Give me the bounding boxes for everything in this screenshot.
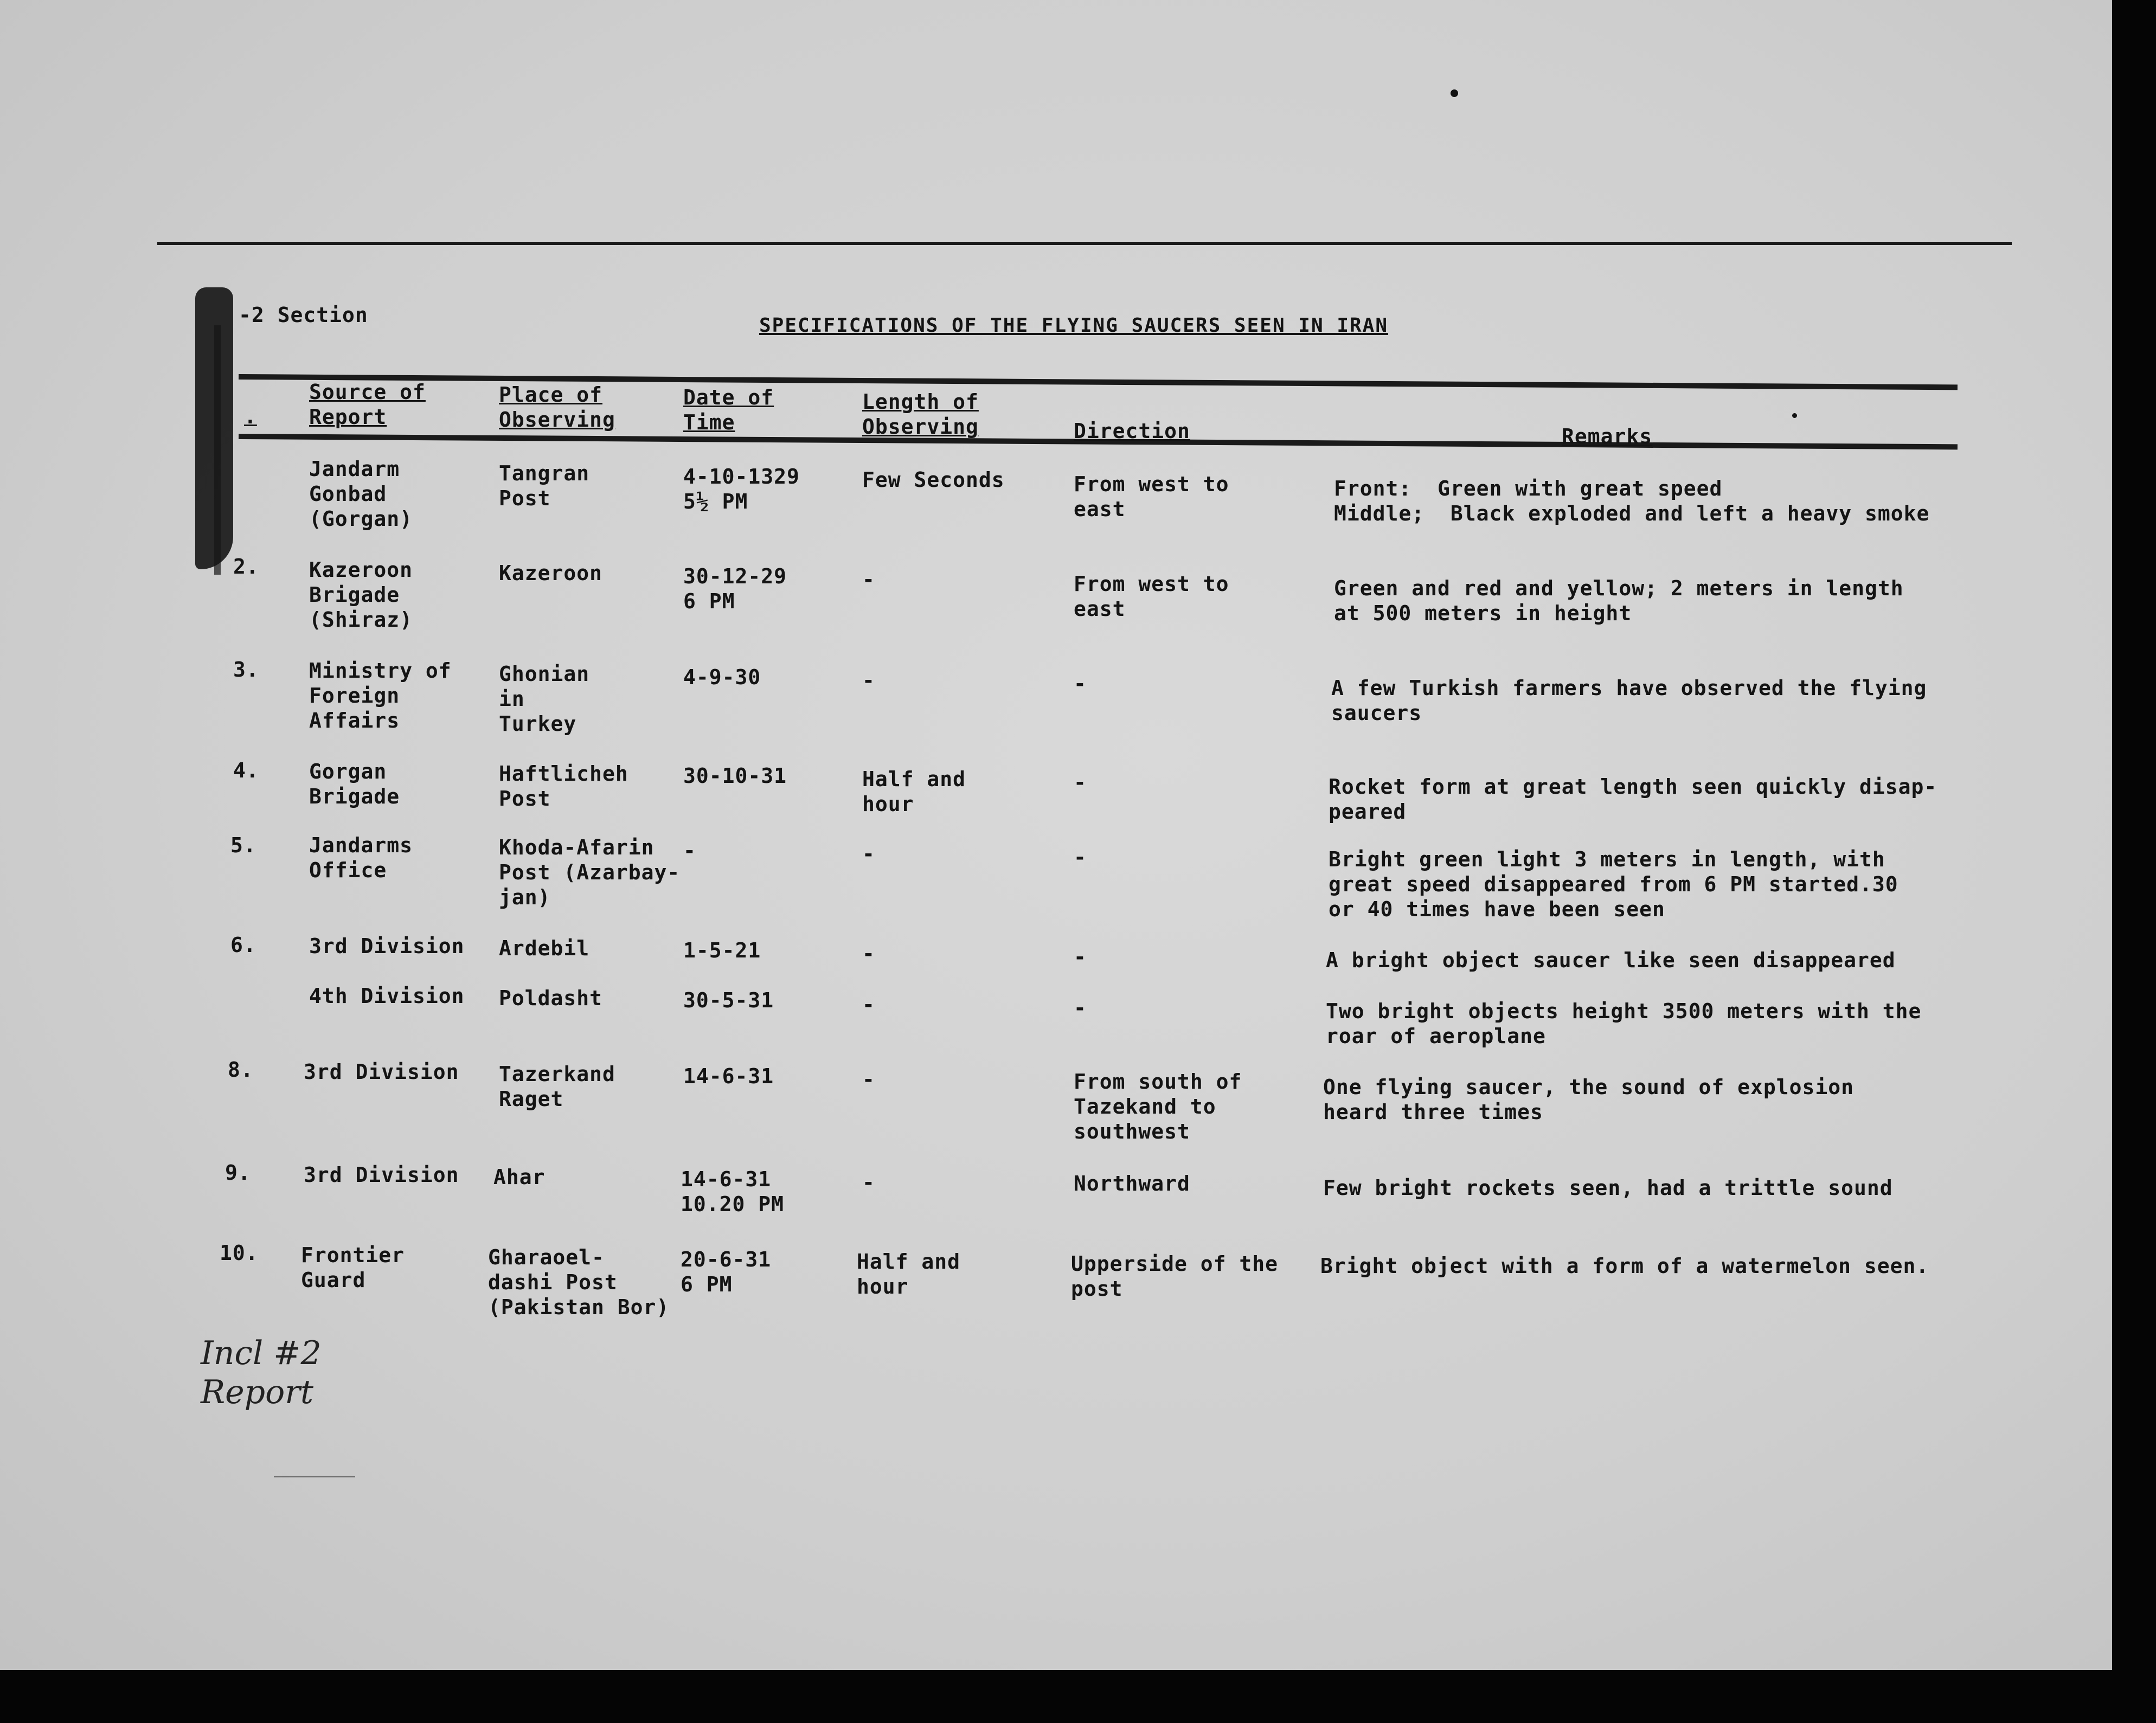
row-remarks: Rocket form at great length seen quickly disap- peared <box>1329 775 1937 824</box>
row-number: 3. <box>233 658 259 682</box>
row-direction: - <box>1074 945 1087 969</box>
row-place: Tazerkand Raget <box>499 1062 615 1111</box>
row-direction: From south of Tazekand to southwest <box>1074 1070 1242 1143</box>
row-direction: - <box>1074 770 1087 794</box>
row-direction: Northward <box>1074 1172 1190 1195</box>
row-length: - <box>862 1171 875 1194</box>
row-source: Ministry of Foreign Affairs <box>309 659 452 732</box>
row-place: Kazeroon <box>499 561 603 585</box>
row-length: Half and hour <box>857 1250 961 1298</box>
row-date: 30-5-31 <box>683 988 774 1012</box>
ink-speck <box>1451 89 1458 97</box>
row-length: - <box>862 668 875 692</box>
row-remarks: Front: Green with great speed Middle; Black exploded and left a heavy smoke <box>1334 477 1930 525</box>
row-source: Kazeroon Brigade (Shiraz) <box>309 558 413 632</box>
row-date: 30-12-29 6 PM <box>683 564 787 613</box>
row-source: 4th Division <box>309 984 465 1008</box>
header-remarks: Remarks <box>1562 425 1653 448</box>
row-date: 4-10-1329 5½ PM <box>683 465 800 513</box>
row-direction: From west to east <box>1074 572 1229 621</box>
section-label: -2 Section <box>239 303 368 327</box>
row-remarks: Green and red and yellow; 2 meters in length at 500 meters in height <box>1334 576 1904 625</box>
header-date: Date of Time <box>683 385 774 434</box>
row-length: - <box>862 942 875 966</box>
row-place: Tangran Post <box>499 461 590 510</box>
header-no: . <box>244 404 257 428</box>
row-number: 8. <box>228 1058 254 1082</box>
row-source: 3rd Division <box>304 1163 459 1187</box>
row-number: 4. <box>233 758 259 782</box>
header-direction: Direction <box>1074 419 1190 443</box>
faint-mark <box>274 1476 355 1477</box>
left-edge-streak <box>214 325 221 575</box>
row-direction: Upperside of the post <box>1071 1252 1279 1301</box>
row-place: Poldasht <box>499 986 603 1010</box>
document-title: SPECIFICATIONS OF THE FLYING SAUCERS SEEN IN IRAN <box>759 314 1389 337</box>
row-direction: - <box>1074 845 1087 869</box>
row-date: 1-5-21 <box>683 938 761 962</box>
row-remarks: Bright object with a form of a watermelon seen. <box>1320 1254 1929 1278</box>
row-place: Ghonian in Turkey <box>499 662 590 736</box>
header-top-rule <box>239 374 1958 390</box>
row-date: 14-6-31 10.20 PM <box>681 1167 785 1216</box>
row-date: 4-9-30 <box>683 665 761 689</box>
row-remarks: Two bright objects height 3500 meters with the roar of aeroplane <box>1326 999 1922 1048</box>
row-number: 9. <box>225 1161 251 1185</box>
row-direction: - <box>1074 672 1087 696</box>
handwritten-note: Incl #2 Report <box>201 1334 322 1411</box>
row-place: Gharaoel- dashi Post (Pakistan Bor) <box>488 1245 670 1319</box>
row-length: - <box>862 568 875 592</box>
row-place: Ardebil <box>499 936 590 960</box>
row-date: 14-6-31 <box>683 1064 774 1088</box>
row-remarks: One flying saucer, the sound of explosion heard three times <box>1323 1075 1854 1124</box>
header-source: Source of Report <box>309 380 426 429</box>
row-remarks: Bright green light 3 meters in length, with great speed disappeared from 6 PM started.30 or 40 times have been seen <box>1329 847 1898 921</box>
row-number: 2. <box>233 555 259 578</box>
row-length: Half and hour <box>862 767 966 816</box>
header-place: Place of Observing <box>499 383 615 432</box>
row-date: - <box>683 839 696 863</box>
row-source: Jandarm Gonbad (Gorgan) <box>309 457 413 531</box>
row-length: - <box>862 842 875 866</box>
row-source: 3rd Division <box>304 1060 459 1084</box>
row-remarks: A bright object saucer like seen disappeared <box>1326 948 1896 972</box>
row-source: 3rd Division <box>309 934 465 958</box>
row-number: 6. <box>230 933 256 957</box>
ink-speck <box>1792 413 1797 418</box>
row-place: Haftlicheh Post <box>499 762 628 811</box>
row-number: 5. <box>230 833 256 857</box>
row-direction: From west to east <box>1074 472 1229 521</box>
row-length: Few Seconds <box>862 468 1005 492</box>
row-place: Ahar <box>493 1165 546 1189</box>
row-source: Gorgan Brigade <box>309 760 400 808</box>
row-source: Jandarms Office <box>309 833 413 882</box>
row-direction: - <box>1074 996 1087 1020</box>
row-date: 30-10-31 <box>683 764 787 788</box>
row-remarks: Few bright rockets seen, had a trittle sound <box>1323 1176 1893 1200</box>
top-rule <box>157 242 2012 245</box>
row-remarks: A few Turkish farmers have observed the flying saucers <box>1331 676 1927 725</box>
header-length: Length of Observing <box>862 390 979 439</box>
row-source: Frontier Guard <box>301 1243 405 1292</box>
row-length: - <box>862 993 875 1017</box>
row-place: Khoda-Afarin Post (Azarbay- jan) <box>499 835 681 909</box>
row-number: 10. <box>220 1241 259 1265</box>
row-length: - <box>862 1068 875 1091</box>
row-date: 20-6-31 6 PM <box>681 1248 772 1296</box>
